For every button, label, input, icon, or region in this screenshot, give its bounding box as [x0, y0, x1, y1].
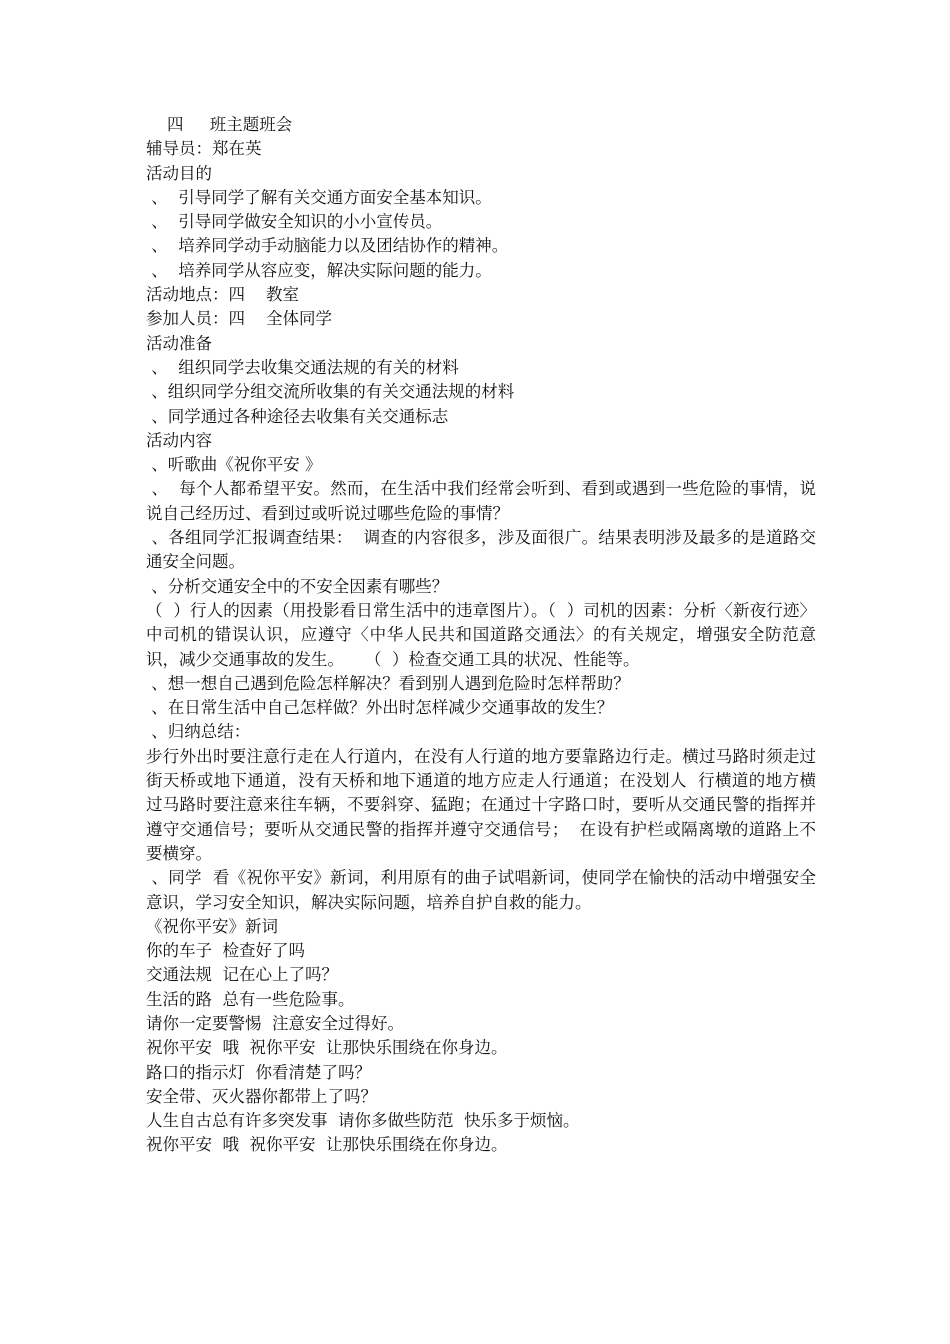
purpose-item: 、 培养同学从容应变，解决实际问题的能力。 — [146, 260, 492, 280]
preparation-item: 、同学通过各种途径去收集有关交通标志 — [146, 406, 449, 426]
content-paragraph: 、想一想自己遇到危险怎样解决？看到别人遇到危险时怎样帮助？ — [146, 673, 630, 693]
song-lyric-line: 交通法规 记在心上了吗？ — [146, 965, 338, 985]
content-paragraph: 、在日常生活中自己怎样做？外出时怎样减少交通事故的发生？ — [146, 698, 614, 718]
content-paragraph: 、归纳总结： — [146, 722, 251, 742]
content-paragraph: 、各组同学汇报调查结果： 调查的内容很多，涉及面很广。结果表明涉及最多的是道路交通安全问题。 — [146, 528, 816, 572]
song-lyric-line: 路口的指示灯 你看清楚了吗？ — [146, 1062, 371, 1082]
preparation-item: 、组织同学分组交流所收集的有关交通法规的材料 — [146, 382, 515, 402]
content-item: 、听歌曲《祝你平安 》 — [146, 455, 322, 475]
song-lyric-line: 人生自古总有许多突发事 请你多做些防范 快乐多于烦恼。 — [146, 1111, 580, 1131]
section-heading-content: 活动内容 — [146, 430, 212, 450]
summary-paragraph: 步行外出时要注意行走在人行道内，在没有人行道的地方要靠路边行走。横过马路时须走过街天桥或地下通道，没有天桥和地下通道的地方应走人行通道；在没划人 行横道的地方横过马路时要注意来往车辆，不要斜穿、猛跑；在通过十字路口时，要听从交通民警的指挥并遵守交通信号；要听从交通民警的指挥并遵守交通信号； 在设有护栏或隔离墩的道路上不要横穿。 — [146, 746, 816, 863]
content-paragraph: 、 每个人都希望平安。然而，在生活中我们经常会听到、看到或遇到一些危险的事情，说说自己经历过、看到过或听说过哪些危险的事情？ — [146, 479, 816, 523]
counselor-line: 辅导员：郑在英 — [146, 139, 262, 159]
song-lyric-line: 祝你平安 哦 祝你平安 让那快乐围绕在你身边。 — [146, 1135, 508, 1155]
purpose-item: 、 引导同学做安全知识的小小宣传员。 — [146, 212, 443, 232]
preparation-item: 、 组织同学去收集交通法规的有关的材料 — [146, 357, 459, 377]
section-heading-purpose: 活动目的 — [146, 163, 212, 183]
song-lyric-line: 祝你平安 哦 祝你平安 让那快乐围绕在你身边。 — [146, 1038, 508, 1058]
content-paragraph: 、分析交通安全中的不安全因素有哪些？ — [146, 576, 449, 596]
song-lyric-line: 请你一定要警惕 注意安全过得好。 — [146, 1013, 404, 1033]
content-paragraph: （ ）行人的因素（用投影看日常生活中的违章图片）。（ ）司机的因素：分析〈新夜行迹〉中司机的错误认识，应遵守〈中华人民共和国道路交通法〉的有关规定，增强安全防范意识，减少交通事故的发生。 （ ）检查交通工具的状况、性能等。 — [146, 600, 816, 669]
song-lyric-line: 你的车子 检查好了吗 — [146, 941, 305, 961]
participants-line: 参加人员：四 全体同学 — [146, 309, 332, 329]
song-lyric-line: 安全带、灭火器你都带上了吗？ — [146, 1086, 377, 1106]
purpose-item: 、 培养同学动手动脑能力以及团结协作的精神。 — [146, 236, 509, 256]
document-title: 四 班主题班会 — [146, 115, 293, 134]
location-line: 活动地点：四 教室 — [146, 285, 299, 305]
purpose-item: 、 引导同学了解有关交通方面安全基本知识。 — [146, 187, 492, 207]
document-body — [146, 113, 816, 1158]
section-heading-preparation: 活动准备 — [146, 333, 212, 353]
content-paragraph: 、同学 看《祝你平安》新词，利用原有的曲子试唱新词，使同学在愉快的活动中增强安全意识，学习安全知识，解决实际问题，培养自护自救的能力。 — [146, 868, 816, 912]
song-lyric-line: 生活的路 总有一些危险事。 — [146, 989, 355, 1009]
song-title: 《祝你平安》新词 — [146, 916, 278, 936]
